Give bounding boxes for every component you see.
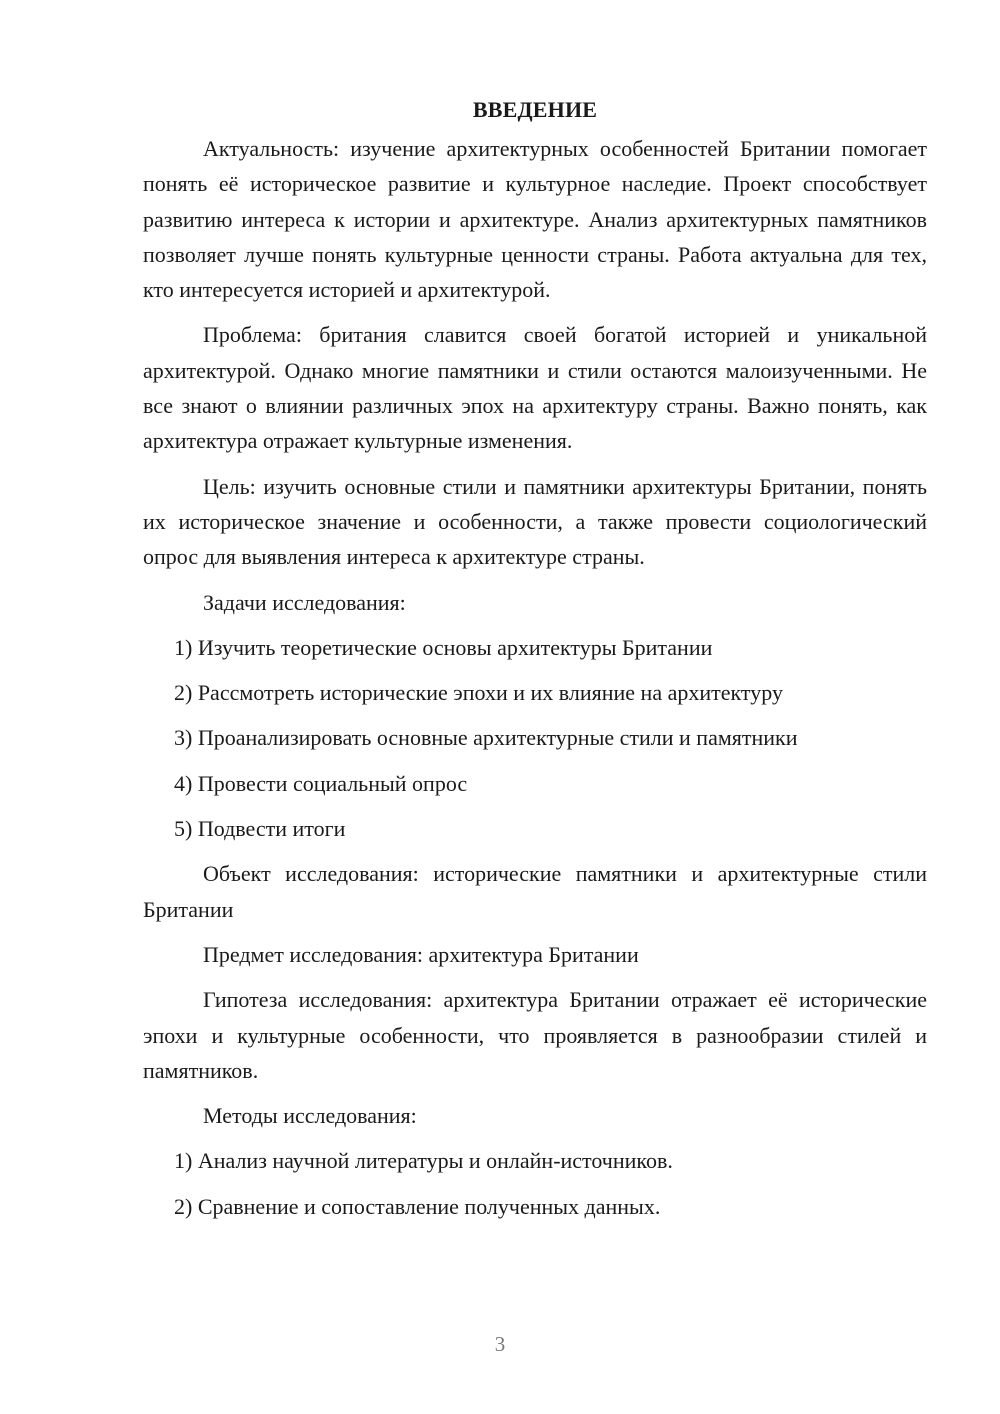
task-item-1: 1) Изучить теоретические основы архитектуры Британии [174,634,713,660]
problem-paragraph: Проблема: британия славится своей богатой историей и уникальной архитектурой. Однако многие памятники и стили остаются малоизученными. Не все знают о влиянии различных эпох на архитектуру страны. Важно понять, как архитектура отражает культурные изменения. [143,322,927,454]
method-item-2: 2) Сравнение и сопоставление полученных данных. [174,1193,661,1219]
task-item-2: 2) Рассмотреть исторические эпохи и их влияние на архитектуру [174,680,783,706]
task-item-5: 5) Подвести итоги [174,816,346,842]
task-item-4: 4) Провести социальный опрос [174,770,468,796]
hypothesis-paragraph: Гипотеза исследования: архитектура Британии отражает её исторические эпохи и культурные особенности, что проявляется в разнообразии стилей и памятников. [143,987,927,1083]
relevance-paragraph: Актуальность: изучение архитектурных особенностей Британии помогает понять её историческое развитие и культурное наследие. Проект способствует развитию интереса к истории и архитектуре. Анализ архитектурных памятников позволяет лучше понять культурные ценности страны. Работа актуальна для тех, кто интересуется историей и архитектурой. [143,136,927,303]
methods-heading: Методы исследования: [203,1103,417,1129]
page-number: 3 [494,1332,506,1356]
method-item-1: 1) Анализ научной литературы и онлайн-источников. [174,1148,673,1174]
goal-paragraph: Цель: изучить основные стили и памятники архитектуры Британии, понять их историческое значение и особенности, а также провести социологический опрос для выявления интереса к архитектуре страны. [143,473,927,570]
page-title: ВВЕДЕНИЕ [472,97,598,122]
object-paragraph: Объект исследования: исторические памятники и архитектурные стили Британии [143,861,927,922]
subject-paragraph: Предмет исследования: архитектура Британии [203,941,639,967]
tasks-heading: Задачи исследования: [203,589,406,615]
task-item-3: 3) Проанализировать основные архитектурные стили и памятники [174,725,798,751]
document-page [143,92,927,1234]
